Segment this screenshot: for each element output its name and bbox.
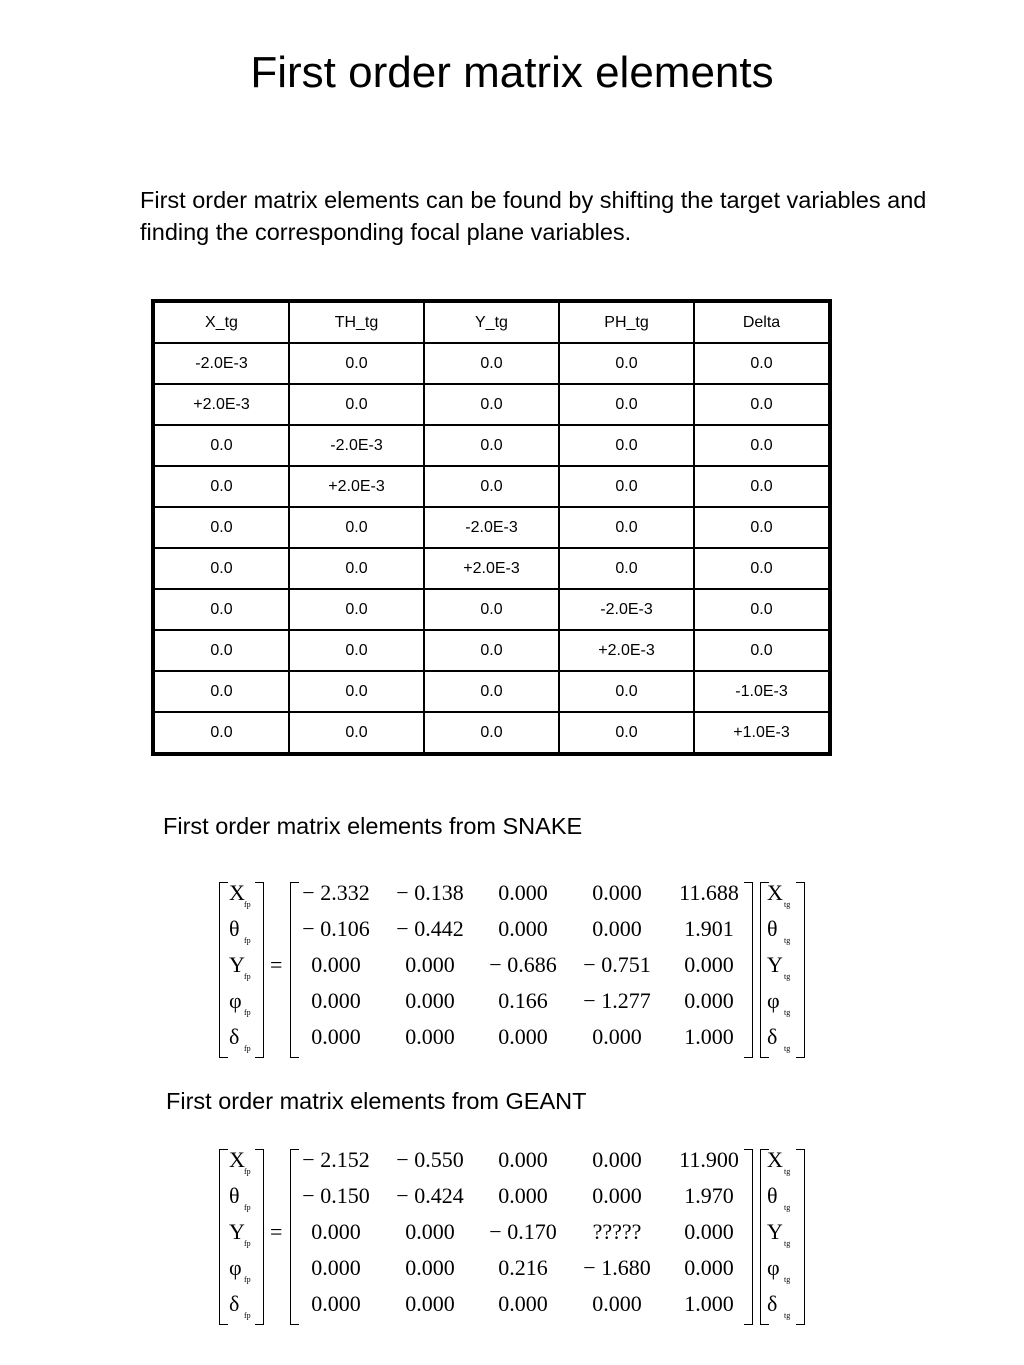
tg-variable: δ [767, 1291, 778, 1316]
tg-variable: φ [767, 1255, 780, 1280]
matrix-element: − 0.424 [396, 1183, 464, 1208]
matrix-element: 0.000 [498, 1024, 548, 1049]
matrix-element: 0.000 [592, 1024, 642, 1049]
table-cell: 0.0 [424, 343, 559, 384]
table-cell: 0.0 [289, 630, 424, 671]
fp-variable: δ [229, 1024, 240, 1049]
matrix-element: 0.000 [311, 1024, 361, 1049]
matrix-element: 0.000 [684, 952, 734, 977]
matrix-element: 0.166 [498, 988, 548, 1013]
matrix-element: 1.970 [684, 1183, 734, 1208]
table-cell: 0.0 [694, 384, 830, 425]
fp-vector-left-bracket [219, 1149, 228, 1325]
table-row [153, 548, 830, 589]
table-cell: 0.0 [153, 712, 289, 754]
tg-subscript: tg [784, 1239, 791, 1248]
table-cell: 0.0 [289, 712, 424, 754]
fp-variable: X [229, 880, 245, 905]
equals-sign: = [270, 952, 283, 977]
tg-variable: Y [767, 952, 783, 977]
table-cell: -2.0E-3 [289, 425, 424, 466]
matrix-element: 11.688 [679, 880, 739, 905]
fp-variable: δ [229, 1291, 240, 1316]
matrix-element: 0.000 [405, 1024, 455, 1049]
fp-variable: θ [229, 916, 240, 941]
matrix-element: 0.000 [311, 1291, 361, 1316]
table-cell: 0.0 [694, 425, 830, 466]
fp-subscript: fp [244, 936, 251, 945]
matrix-element: 0.000 [405, 1291, 455, 1316]
tg-subscript: tg [784, 972, 791, 981]
fp-subscript: fp [244, 1203, 251, 1212]
column-header: Delta [694, 301, 830, 343]
table-row [153, 466, 830, 507]
matrix-element: 1.901 [684, 916, 734, 941]
table-cell: 0.0 [424, 466, 559, 507]
target-shift-table [151, 299, 832, 756]
fp-variable: φ [229, 988, 242, 1013]
fp-subscript: fp [244, 1167, 251, 1176]
table-row [153, 589, 830, 630]
matrix-element: 0.000 [405, 988, 455, 1013]
table-cell: -2.0E-3 [153, 343, 289, 384]
table-cell: 0.0 [153, 507, 289, 548]
table-cell: -2.0E-3 [559, 589, 694, 630]
table-row [153, 712, 830, 754]
matrix-element: 0.000 [498, 916, 548, 941]
table-cell: +2.0E-3 [559, 630, 694, 671]
table-cell: 0.0 [694, 589, 830, 630]
table-cell: 0.0 [289, 671, 424, 712]
matrix-element: − 2.152 [302, 1147, 370, 1172]
tg-variable: θ [767, 916, 778, 941]
tg-vector-right-bracket [796, 1149, 805, 1325]
table-row [153, 343, 830, 384]
fp-vector-left-bracket [219, 882, 228, 1058]
fp-variable: Y [229, 1219, 245, 1244]
table-cell: +2.0E-3 [289, 466, 424, 507]
fp-subscript: fp [244, 900, 251, 909]
table-cell: +2.0E-3 [153, 384, 289, 425]
matrix-element: 0.216 [498, 1255, 548, 1280]
matrix-element: 1.000 [684, 1291, 734, 1316]
matrix-element: 0.000 [311, 1255, 361, 1280]
matrix-element: 1.000 [684, 1024, 734, 1049]
matrix-element: − 0.170 [489, 1219, 557, 1244]
snake-matrix-equation [0, 878, 1024, 1068]
table-row [153, 507, 830, 548]
matrix-element: 0.000 [592, 1183, 642, 1208]
fp-variable: Y [229, 952, 245, 977]
geant-matrix-equation [0, 1145, 1024, 1335]
table-row [153, 384, 830, 425]
fp-variable: X [229, 1147, 245, 1172]
matrix-element: 0.000 [684, 1219, 734, 1244]
fp-vector-right-bracket [255, 1149, 264, 1325]
snake-label: First order matrix elements from SNAKE [163, 813, 583, 839]
matrix-element: − 0.686 [489, 952, 557, 977]
fp-subscript: fp [244, 1239, 251, 1248]
table-cell: -2.0E-3 [424, 507, 559, 548]
matrix-element: 0.000 [498, 1147, 548, 1172]
fp-variable: φ [229, 1255, 242, 1280]
matrix-element: ????? [592, 1219, 642, 1244]
table-cell: 0.0 [424, 384, 559, 425]
column-header: X_tg [153, 301, 289, 343]
tg-subscript: tg [784, 1275, 791, 1284]
table-row [153, 630, 830, 671]
table-cell: 0.0 [559, 507, 694, 548]
fp-subscript: fp [244, 1008, 251, 1017]
tg-subscript: tg [784, 1203, 791, 1212]
tg-variable: X [767, 880, 783, 905]
intro-paragraph: First order matrix elements can be found by shifting the target variables and finding the corresponding focal plane variables. [140, 187, 927, 245]
table-cell: 0.0 [424, 671, 559, 712]
table-cell: 0.0 [424, 630, 559, 671]
tg-subscript: tg [784, 1008, 791, 1017]
table-cell: 0.0 [694, 630, 830, 671]
matrix-element: 0.000 [498, 880, 548, 905]
matrix-element: 0.000 [592, 916, 642, 941]
tg-subscript: tg [784, 1167, 791, 1176]
matrix-element: 0.000 [311, 988, 361, 1013]
tg-variable: X [767, 1147, 783, 1172]
matrix-element: − 0.751 [583, 952, 651, 977]
matrix-element: 0.000 [311, 1219, 361, 1244]
table-row [153, 671, 830, 712]
table-cell: 0.0 [559, 384, 694, 425]
table-cell: +1.0E-3 [694, 712, 830, 754]
table-cell: 0.0 [559, 712, 694, 754]
tg-subscript: tg [784, 1311, 791, 1320]
matrix-element: 0.000 [592, 1147, 642, 1172]
table-cell: 0.0 [424, 589, 559, 630]
table-cell: 0.0 [424, 712, 559, 754]
matrix-element: − 0.138 [396, 880, 464, 905]
tg-vector-right-bracket [796, 882, 805, 1058]
matrix-element: 0.000 [684, 988, 734, 1013]
column-header: Y_tg [424, 301, 559, 343]
matrix-element: − 1.277 [583, 988, 651, 1013]
matrix-element: 0.000 [498, 1291, 548, 1316]
matrix-element: 0.000 [405, 1219, 455, 1244]
table-cell: 0.0 [153, 630, 289, 671]
tg-variable: δ [767, 1024, 778, 1049]
geant-label: First order matrix elements from GEANT [166, 1088, 587, 1114]
matrix-element: 0.000 [405, 952, 455, 977]
fp-vector-right-bracket [255, 882, 264, 1058]
table-cell: 0.0 [289, 384, 424, 425]
table-cell: 0.0 [153, 548, 289, 589]
matrix-element: 0.000 [592, 880, 642, 905]
table-cell: 0.0 [289, 507, 424, 548]
matrix-element: 0.000 [405, 1255, 455, 1280]
tg-subscript: tg [784, 1044, 791, 1053]
fp-subscript: fp [244, 1275, 251, 1284]
table-cell: 0.0 [153, 466, 289, 507]
matrix-element: 0.000 [684, 1255, 734, 1280]
table-cell: 0.0 [694, 507, 830, 548]
table-cell: 0.0 [559, 548, 694, 589]
fp-subscript: fp [244, 972, 251, 981]
tg-variable: θ [767, 1183, 778, 1208]
table-cell: 0.0 [153, 671, 289, 712]
table-cell: 0.0 [289, 589, 424, 630]
tg-subscript: tg [784, 900, 791, 909]
table-cell: 0.0 [289, 548, 424, 589]
matrix-element: − 1.680 [583, 1255, 651, 1280]
tg-subscript: tg [784, 936, 791, 945]
table-cell: 0.0 [559, 466, 694, 507]
table-cell: 0.0 [153, 425, 289, 466]
matrix-element: − 0.106 [302, 916, 370, 941]
table-cell: 0.0 [559, 671, 694, 712]
matrix-element: 0.000 [498, 1183, 548, 1208]
table-cell: 0.0 [153, 589, 289, 630]
fp-subscript: fp [244, 1311, 251, 1320]
matrix-element: − 0.442 [396, 916, 464, 941]
matrix-element: − 0.550 [396, 1147, 464, 1172]
table-cell: 0.0 [694, 466, 830, 507]
fp-subscript: fp [244, 1044, 251, 1053]
table-header-row [153, 301, 830, 343]
column-header: PH_tg [559, 301, 694, 343]
matrix-element: 11.900 [679, 1147, 739, 1172]
table-cell: 0.0 [289, 343, 424, 384]
tg-variable: φ [767, 988, 780, 1013]
table-cell: 0.0 [694, 343, 830, 384]
table-cell: 0.0 [559, 343, 694, 384]
equals-sign: = [270, 1219, 283, 1244]
fp-variable: θ [229, 1183, 240, 1208]
table-cell: 0.0 [424, 425, 559, 466]
matrix-element: − 0.150 [302, 1183, 370, 1208]
table-cell: 0.0 [559, 425, 694, 466]
table-cell: -1.0E-3 [694, 671, 830, 712]
page-title: First order matrix elements [250, 48, 774, 97]
table-cell: 0.0 [694, 548, 830, 589]
matrix-element: 0.000 [592, 1291, 642, 1316]
tg-variable: Y [767, 1219, 783, 1244]
matrix-element: 0.000 [311, 952, 361, 977]
table-cell: +2.0E-3 [424, 548, 559, 589]
column-header: TH_tg [289, 301, 424, 343]
table-row [153, 425, 830, 466]
matrix-element: − 2.332 [302, 880, 370, 905]
